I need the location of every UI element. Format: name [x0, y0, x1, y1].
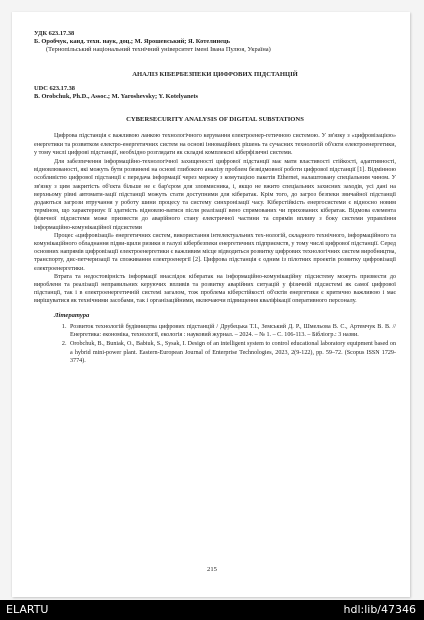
reference-item: 1. Розвиток технологій будівництва цифрових підстанцій / Друбецька Т.І., Земський Д. Р., Шмельова В. С., Артемчук В. В. // Енергетика: економіка, технології, екологія : науковий журнал. – 2024. – № 1. – С. 106-113. – Бібліогр.: 3 назви.	[68, 323, 396, 339]
body-paragraph: Цифрова підстанція є важливою ланкою технологічного керування електроенер-гетичною системою. У зв'язку з «цифровізацією» енергетики та розвитком електро-енергетичних систем на основі інноваційних рішень та сучасних технологій об'єкти електроенергетики, у тому числі цифрові підстанції, необхідно розглядати як складні комплексні кіберфізичні системи.	[34, 133, 396, 156]
body-paragraph: Втрата та недостовірність інформації внаслідок кібератак на інформаційно-комунікаційну підсистему можуть призвести до виробленя та реалізації неправильних керуючих впливів та розвитку аварійних ситуацій у фізичній підсистемі як самої цифрової підстанції, так і в електроенергетичній системі загалом, тож проблема кіберстійкості об'єктів енергетики є критично важливою і має вирішуватися як технічними засобами, так і організаційними, включаючи підвищення кваліфікації оперативного персоналу.	[34, 273, 396, 305]
article-content	[34, 30, 396, 366]
body-paragraph: Процес «цифровізації» енергетичних систем, використання інтелектуальних тех-нологій, складного технічного, інформаційного та комунікаційного обладнання підви-щили ризики в галузі кібербезпеки енергетичних підприємств, у тому числі цифрової підстанції. Серед основних напрямів цифровізації електроенергетики є важливим місце відводиться розвитку цифрових технологічних систем виробництва, транспорту, дис-петчеризації та споживання електроенергії [2]. Цифрова підстанція є одним із пілотних проектів розвитку цифровізації електроенергетики.	[34, 232, 396, 272]
udc-ua: УДК 623.17.38	[34, 30, 75, 37]
page-number: 215	[207, 566, 217, 573]
references-list	[34, 323, 396, 365]
reference-item: 2. Orobchuk, B., Buniak, O., Babiuk, S., Sysak, I. Design of an intelligent system to control educational laboratory equipment based on a hybrid mini-power plant. Eastern-European Journal of Enterprise Technologies, 2023, 2(9-122), pp. 59–72. (Scopus ISSN 1729-3774).	[68, 340, 396, 365]
body-paragraph: Для забезпечення інформаційно-технологічної захищеності цифрової підстанції має мати властивості стійкості, адаптивності, відновлюваності, які можуть бути розвинені на основі глибокого аналізу проблем безвідмовної роботи цифрової підстанції [1]. Відмінною особливістю цифрової підстанції є передача інформації через мережу з комутацією пакетів Ethernet, налаштовану спеціальним чином. У зв'язку з цим закритість об'єкта більше не є бар'єром для зловмисника, і, якщо не вжито спеціальних захисних заходів, усі дані на верхньому рівні автомати-зації підстанції можуть стати доступними для кібератак. Крім того, до загроз безпеки звичайної підстанції додаються загрози втручання у роботу шини процесу та систему синхронізації часу. Кіберстійкість енергосистеми є відносно новим терміном, що характеризує її здатність відновлю-ватися після реалізації вено спрямованих чи прихованих кібератак. Відмова елемента фізичної підсистеми може призвести до аварійного стану електричної частини та спрямів впливу з боку системи управління інформаційно-комунікаційної підсистеми	[34, 159, 396, 231]
repository-label: ELARTU	[6, 603, 49, 616]
footer-bar	[0, 600, 424, 620]
affiliation-ua: (Тернопільський національний технічний університет імені Івана Пулюя, Україна)	[46, 46, 271, 54]
title-ua: АНАЛІЗ КІБЕРБЕЗПЕКИ ЦИФРОВИХ ПІДСТАНЦІЙ	[132, 70, 298, 78]
udc-en: UDC 623.17.38	[34, 84, 76, 92]
authors-en: B. Orobchuk, Ph.D., Assoc.; M. Yaroshevsky; Y. Kotelyanets	[34, 93, 198, 101]
references-heading: Література	[54, 311, 90, 319]
title-en: CYBERSECURITY ANALYSIS OF DIGITAL SUBSTATIONS	[126, 116, 304, 124]
document-page	[12, 12, 410, 597]
article-body	[34, 132, 396, 305]
authors-ua: Б. Оробчук, канд. техн. наук, доц.; М. Ярошевський; Я. Котелинець	[34, 38, 231, 46]
handle-identifier: hdl:lib/47346	[343, 603, 416, 616]
